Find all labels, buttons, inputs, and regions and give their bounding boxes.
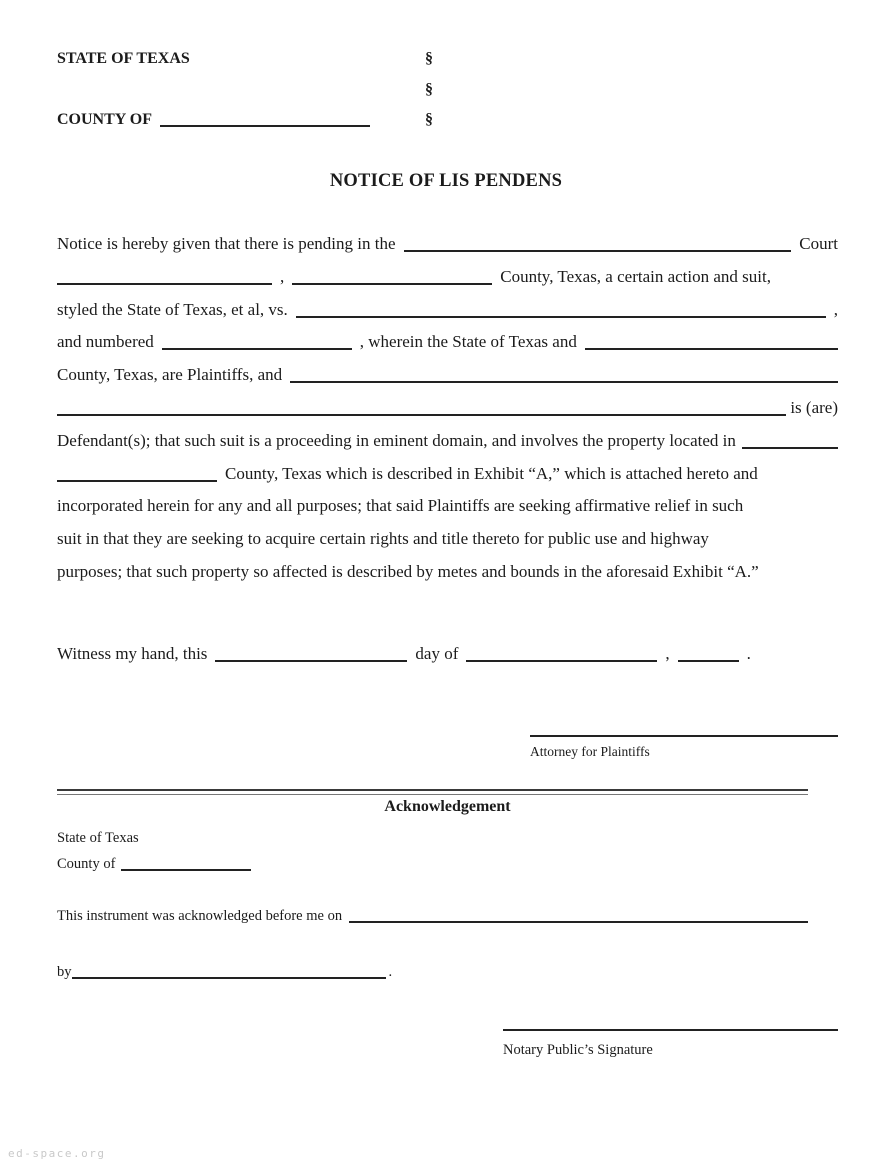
court-county-blank bbox=[292, 283, 492, 285]
body-line-1 bbox=[57, 228, 838, 261]
defendant-names-blank bbox=[296, 316, 826, 318]
ack-county-label: County of bbox=[57, 856, 116, 872]
body-text: , wherein the State of Texas and bbox=[359, 332, 577, 352]
attorney-signature-line bbox=[530, 735, 838, 737]
court-number-blank bbox=[57, 283, 272, 285]
court-name-blank bbox=[404, 250, 792, 252]
county-name-blank bbox=[160, 125, 370, 127]
body-line-7 bbox=[57, 425, 838, 458]
county-of-label: COUNTY OF bbox=[57, 111, 152, 128]
caption-block bbox=[57, 44, 838, 136]
body-text: and numbered bbox=[57, 332, 154, 352]
section-symbol-1: § bbox=[425, 50, 433, 67]
ack-by-row bbox=[57, 962, 838, 982]
body-line-6 bbox=[57, 392, 838, 425]
caption-row-middle bbox=[57, 75, 838, 106]
witness-text: day of bbox=[415, 644, 459, 663]
month-blank bbox=[466, 660, 657, 662]
defendants-blank-line-2 bbox=[57, 414, 786, 416]
day-blank bbox=[215, 660, 407, 662]
ack-by-label: by bbox=[57, 964, 72, 980]
body-line-11 bbox=[57, 556, 838, 589]
property-county-blank-2 bbox=[57, 480, 217, 482]
body-line-10 bbox=[57, 523, 838, 556]
body-line-5 bbox=[57, 359, 838, 392]
section-symbol-3: § bbox=[425, 111, 433, 128]
body-text: County, Texas, are Plaintiffs, and bbox=[57, 365, 283, 385]
body-text: County, Texas which is described in Exhibit “A,” which is attached hereto and bbox=[225, 463, 758, 483]
document-title: NOTICE OF LIS PENDENS bbox=[329, 171, 563, 191]
acknowledgement-section bbox=[57, 797, 838, 982]
caption-row-state bbox=[57, 44, 838, 75]
body-text: is (are) bbox=[790, 397, 838, 417]
acknowledged-date-blank bbox=[349, 921, 808, 923]
site-watermark: ed-space.org bbox=[8, 1147, 106, 1160]
ack-state-label: State of Texas bbox=[57, 830, 139, 846]
witness-text: Witness my hand, this bbox=[57, 644, 208, 663]
body-line-3 bbox=[57, 294, 838, 327]
caption-row-county bbox=[57, 105, 838, 136]
body-line-8 bbox=[57, 458, 838, 491]
section-divider bbox=[57, 789, 808, 795]
main-paragraph bbox=[57, 228, 838, 589]
body-line-9 bbox=[57, 490, 838, 523]
plaintiff-county-blank bbox=[585, 348, 838, 350]
witness-line bbox=[57, 638, 838, 671]
witness-text: , bbox=[665, 644, 670, 663]
body-text: , bbox=[280, 266, 285, 286]
body-text: Defendant(s); that such suit is a proceeding in eminent domain, and involves the property located in bbox=[57, 430, 736, 450]
body-text: , bbox=[833, 299, 838, 319]
property-county-blank-1 bbox=[742, 447, 838, 449]
body-line-4 bbox=[57, 326, 838, 359]
body-text: County, Texas, a certain action and suit, bbox=[500, 266, 771, 286]
state-of-texas-label: STATE OF TEXAS bbox=[57, 50, 190, 67]
cause-number-blank bbox=[162, 348, 352, 350]
attorney-signature-block bbox=[530, 735, 838, 761]
ack-county-row bbox=[57, 854, 838, 874]
ack-instrument-text: This instrument was acknowledged before me on bbox=[57, 908, 343, 924]
ack-county-blank bbox=[121, 869, 251, 871]
notary-signature-line bbox=[503, 1029, 838, 1031]
witness-text: . bbox=[746, 644, 751, 663]
ack-by-period: . bbox=[388, 964, 393, 980]
ack-instrument-row bbox=[57, 906, 838, 926]
body-text: styled the State of Texas, et al, vs. bbox=[57, 299, 288, 319]
notary-signature-label: Notary Public’s Signature bbox=[503, 1042, 653, 1058]
acknowledged-by-blank bbox=[72, 977, 386, 979]
section-symbol-2: § bbox=[425, 80, 433, 98]
year-blank bbox=[678, 660, 739, 662]
acknowledgement-heading: Acknowledgement bbox=[384, 798, 511, 815]
notary-signature-block bbox=[503, 1029, 838, 1059]
body-text: suit in that they are seeking to acquire certain rights and title thereto for public use and highway bbox=[57, 529, 709, 549]
body-text: purposes; that such property so affected is described by metes and bounds in the aforesaid Exhibit “A.” bbox=[57, 561, 759, 581]
body-line-2 bbox=[57, 261, 838, 294]
defendants-blank-line-1 bbox=[290, 381, 838, 383]
ack-state-row bbox=[57, 828, 838, 848]
body-text: Court bbox=[799, 234, 838, 253]
body-text: incorporated herein for any and all purposes; that said Plaintiffs are seeking affirmative relief in such bbox=[57, 496, 744, 516]
body-text: Notice is hereby given that there is pending in the bbox=[57, 234, 396, 253]
witness-clause bbox=[57, 638, 838, 671]
attorney-signature-label: Attorney for Plaintiffs bbox=[530, 744, 650, 759]
